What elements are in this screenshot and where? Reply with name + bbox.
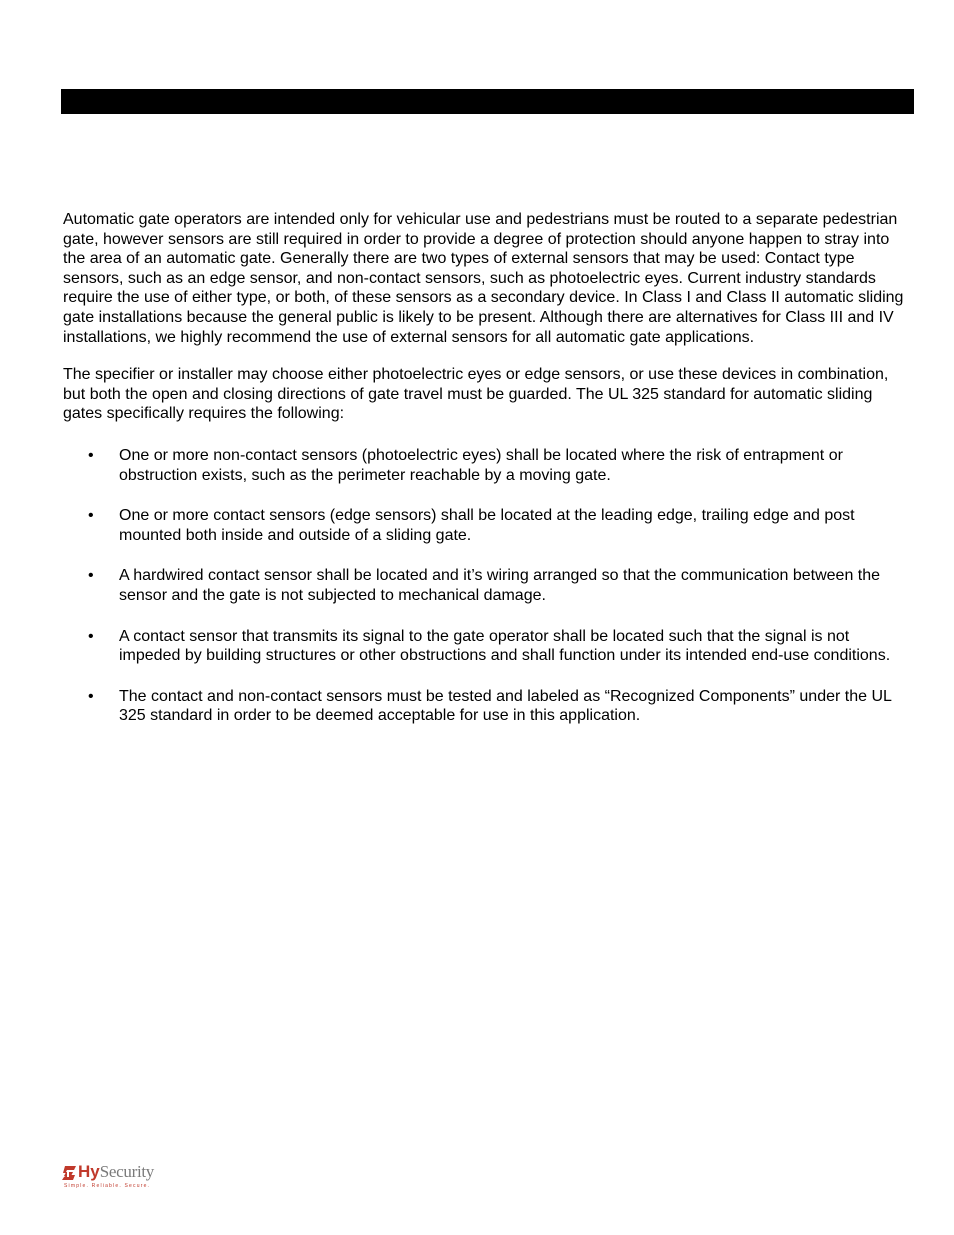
list-item-text: One or more non-contact sensors (photoelectric eyes) shall be located where the risk of entrapment or obstruction exists, such as the perimeter reachable by a moving gate. bbox=[119, 446, 843, 484]
list-item bbox=[63, 506, 913, 545]
list-item bbox=[63, 446, 913, 485]
list-item-text: One or more contact sensors (edge sensors) shall be located at the leading edge, trailing edge and post mounted both inside and outside of a sliding gate. bbox=[119, 507, 855, 544]
logo-brand-security: Security bbox=[99, 1162, 154, 1181]
intro-paragraph: Automatic gate operators are intended only for vehicular use and pedestrians must be routed to a separate pedestrian gate, however sensors are still required in order to provide a degree of protection should anyone happen to stray into the area of an automatic gate. Generally there are two types of external sensors that may be used: Contact type sensors, such as an edge sensor, and non-contact sensors, such as photoelectric eyes. Current industry standards require the use of either type, or both, of these sensors as a secondary device. In Class I and Class II automatic sliding gate installations because the general public is likely to be present. Although there are alternatives for Class III and IV installations, we highly recommend the use of external sensors for all automatic gate applications. bbox=[63, 211, 904, 346]
requirements-paragraph: The specifier or installer may choose either photoelectric eyes or edge sensors, or use these devices in combination, but both the open and closing directions of gate travel must be guarded. The UL 325 standard for automatic sliding gates specifically requires the following: bbox=[63, 366, 889, 423]
list-item bbox=[63, 687, 913, 726]
bullet-icon: • bbox=[88, 687, 94, 705]
bullet-icon: • bbox=[88, 567, 94, 585]
bullet-icon: • bbox=[88, 627, 94, 645]
document-body bbox=[63, 210, 913, 747]
list-item bbox=[63, 566, 913, 605]
hysecurity-logo bbox=[62, 1164, 162, 1194]
logo-brand-hy: Hy bbox=[78, 1162, 100, 1181]
hysecurity-logo-icon bbox=[62, 1165, 77, 1181]
logo-tagline: Simple. Reliable. Secure. bbox=[64, 1183, 151, 1189]
list-item-text: A contact sensor that transmits its signal to the gate operator shall be located such that the signal is not impeded by building structures or other obstructions and shall function under its intended end-use conditions. bbox=[119, 627, 891, 665]
bullet-icon: • bbox=[88, 507, 94, 525]
logo-brand-text bbox=[78, 1162, 154, 1182]
list-item-text: The contact and non-contact sensors must be tested and labeled as “Recognized Components” under the UL 325 standard in order to be deemed acceptable for use in this application. bbox=[119, 687, 892, 725]
requirements-list bbox=[63, 446, 913, 726]
list-item-text: A hardwired contact sensor shall be located and it’s wiring arranged so that the communication between the sensor and the gate is not subjected to mechanical damage. bbox=[119, 567, 881, 604]
header-bar bbox=[61, 89, 914, 114]
bullet-icon: • bbox=[88, 446, 94, 464]
list-item bbox=[63, 627, 913, 666]
